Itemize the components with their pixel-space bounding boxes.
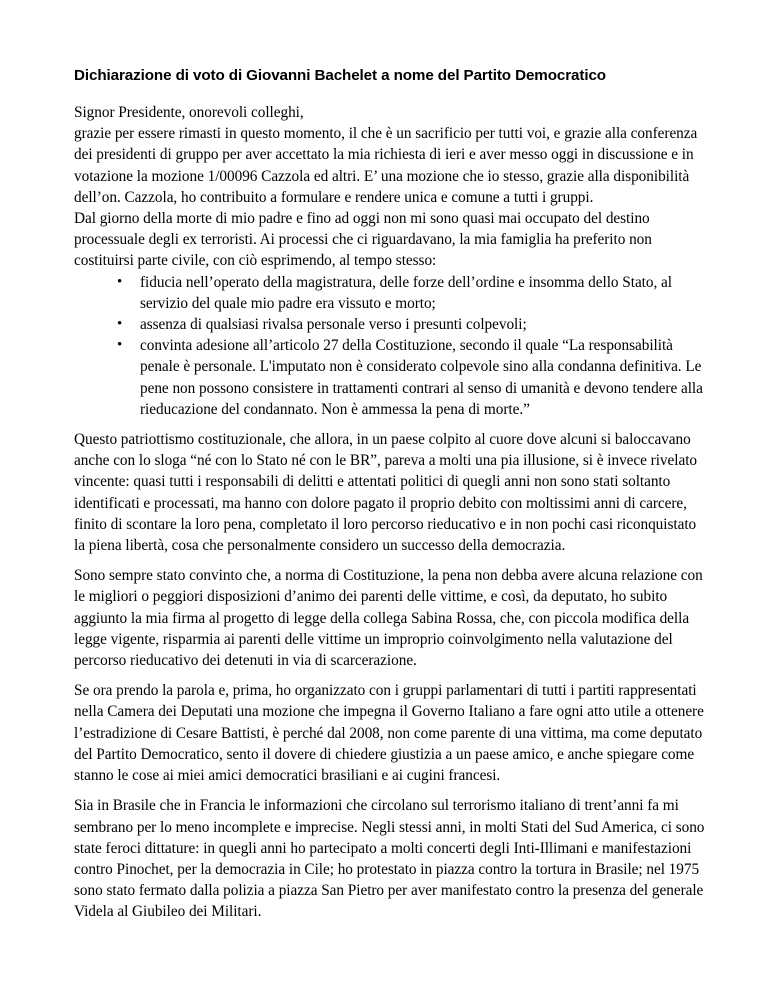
paragraph-4: Sono sempre stato convinto che, a norma di Costituzione, la pena non debba avere alcuna relazione con le migliori o peggiori disposizioni d’animo dei parenti delle vittime, e così, da deputato, ho subito aggiunto la mia firma al progetto di legge della collega Sabina Rossa, che, con piccola modifica della legge vigente, risparmia ai parenti delle vittime un improprio coinvolgimento nella valutazione del percorso rieducativo dei detenuti in via di scarcerazione. [74,567,703,670]
bullet-icon: • [117,337,123,354]
paragraph-6: Sia in Brasile che in Francia le informazioni che circolano sul terrorismo italiano di trent’anni fa mi sembrano per lo meno incomplete e imprecise. Negli stessi anni, in molti Stati del Sud America, ci sono state feroci dittature: in quegli anni ho partecipato a molti concerti degli Inti-Illimani e manifestazioni contro Pinochet, per la democrazia in Cile; ho protestato in piazza contro la tortura in Brasile; nel 1975 sono stato fermato dalla polizia a piazza San Pietro per aver manifestato contro la presenza del generale Videla al Giubileo dei Militari. [74,797,705,921]
paragraph-1: grazie per essere rimasti in questo momento, il che è un sacrificio per tutti voi, e grazie alla conferenza dei presidenti di gruppo per aver accettato la mia richiesta di ieri e aver messo oggi in discussione e in votazione la mozione 1/00096 Cazzola ed altri. E’ una mozione che io stesso, grazie alla disponibilità dell’on. Cazzola, ho contribuito a formulare e rendere unica e comune a tutti i gruppi. [74,125,698,206]
list-item [117,272,708,314]
list-item-text: convinta adesione all’articolo 27 della Costituzione, secondo il quale “La responsabilità penale è personale. L'imputato non è considerato colpevole sino alla condanna definitiva. Le pene non possono consistere in trattamenti contrari al senso di umanità e devono tendere alla rieducazione del condannato. Non è ammessa la pena di morte.” [140,337,703,418]
paragraph-5: Se ora prendo la parola e, prima, ho organizzato con i gruppi parlamentari di tutti i partiti rappresentati nella Camera dei Deputati una mozione che impegna il Governo Italiano a fare ogni atto utile a ottenere l’estradizione di Cesare Battisti, è perché dal 2008, non come parente di una vittima, ma come deputato del Partito Democratico, sento il dovere di chiedere giustizia a un paese amico, e anche spiegare come stanno le cose ai miei amici democratici brasiliani e ai cugini francesi. [74,682,704,785]
bullet-icon: • [117,273,123,290]
salutation: Signor Presidente, onorevoli colleghi, [74,104,304,121]
bullet-icon: • [117,316,123,333]
paragraph-3: Questo patriottismo costituzionale, che allora, in un paese colpito al cuore dove alcuni si baloccavano anche con lo sloga “né con lo Stato né con le BR”, pareva a molti una pia illusione, si è invece rivelato vincente: quasi tutti i responsabili di delitti e attentati politici di quegli anni non sono stati soltanto identificati e processati, ma hanno con dolore pagato il proprio debito con moltissimi anni di carcere, finito di scontare la loro pena, completato il loro percorso rieducativo e in non pochi casi riconquistato la piena libertà, cosa che personalmente considero un successo della democrazia. [74,431,697,555]
list-item-text: assenza di qualsiasi rivalsa personale verso i presunti colpevoli; [140,316,527,334]
list-item-text: fiducia nell’operato della magistratura, delle forze dell’ordine e insomma dello Stato, al servizio del quale mio padre era vissuto e morto; [140,273,672,312]
bullet-list [74,272,708,420]
paragraph-2: Dal giorno della morte di mio padre e fino ad oggi non mi sono quasi mai occupato del destino processuale degli ex terroristi. Ai processi che ci riguardavano, la mia famiglia ha preferito non costituirsi parte civile, con ciò esprimendo, al tempo stesso: [74,210,652,270]
list-item [117,314,708,335]
list-item [117,335,708,420]
document-title: Dichiarazione di voto di Giovanni Bachelet a nome del Partito Democratico [74,67,606,84]
